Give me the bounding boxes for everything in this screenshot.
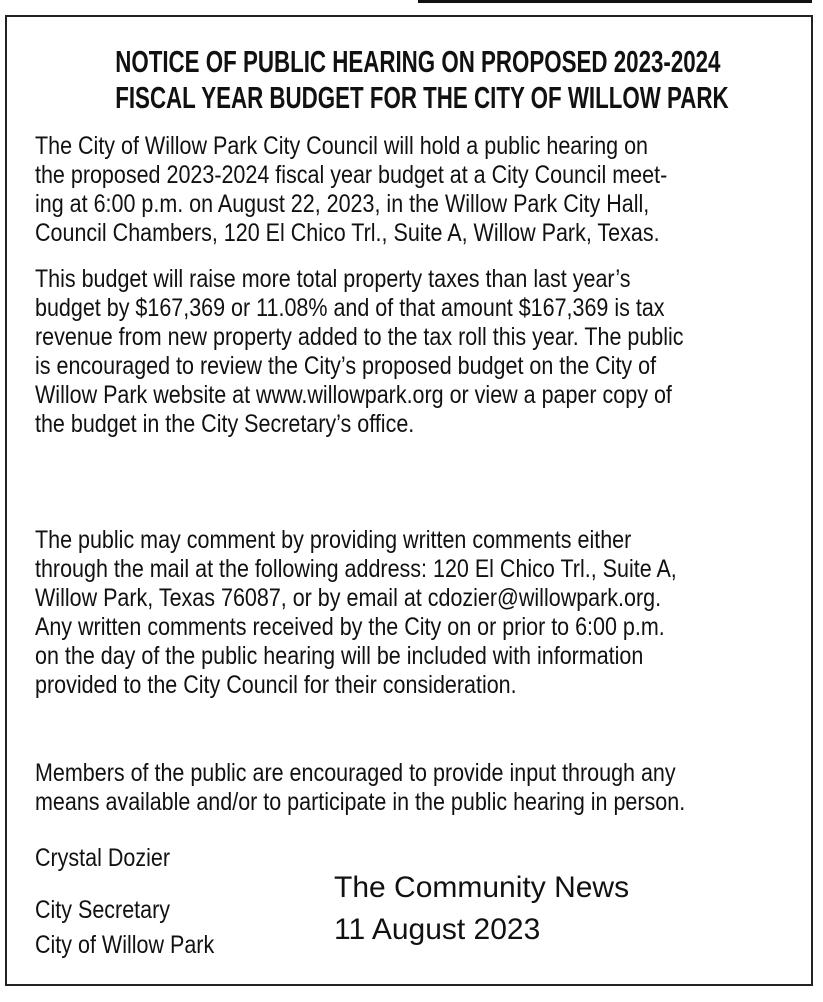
text-line: the proposed 2023-2024 fiscal year budget at a City Council meet- bbox=[35, 161, 668, 189]
text-line: Members of the public are encouraged to provide input through any bbox=[35, 759, 676, 787]
text-line: through the mail at the following address: 120 El Chico Trl., Suite A, bbox=[35, 555, 677, 583]
text-line: provided to the City Council for their consideration. bbox=[35, 671, 517, 699]
publication-name: The Community News bbox=[334, 871, 630, 904]
signer-name: Crystal Dozier bbox=[35, 844, 171, 872]
text-line: This budget will raise more total property taxes than last year’s bbox=[35, 265, 631, 293]
text-line: revenue from new property added to the tax roll this year. The public bbox=[35, 323, 684, 351]
text-line: on the day of the public hearing will be included with information bbox=[35, 642, 644, 670]
paragraph-comments bbox=[35, 526, 781, 700]
publication-date: 11 August 2023 bbox=[334, 913, 541, 946]
text-line: Council Chambers, 120 El Chico Trl., Suite A, Willow Park, Texas. bbox=[35, 219, 660, 247]
text-line: Willow Park, Texas 76087, or by email at cdozier@willowpark.org. bbox=[35, 584, 662, 612]
text-line: Any written comments received by the City on or prior to 6:00 p.m. bbox=[35, 613, 665, 641]
notice-title-line-1: NOTICE OF PUBLIC HEARING ON PROPOSED 2023-2024 bbox=[115, 44, 721, 79]
signer-org: City of Willow Park bbox=[35, 931, 215, 959]
paragraph-tax bbox=[35, 265, 789, 439]
text-line: The public may comment by providing written comments either bbox=[35, 526, 632, 554]
text-line: The City of Willow Park City Council will hold a public hearing on bbox=[35, 132, 649, 160]
text-line: is encouraged to review the City’s proposed budget on the City of bbox=[35, 352, 657, 380]
signer-title: City Secretary bbox=[35, 896, 171, 924]
text-line: Willow Park website at www.willowpark.org or view a paper copy of bbox=[35, 381, 672, 409]
text-line: budget by $167,369 or 11.08% and of that amount $167,369 is tax bbox=[35, 294, 665, 322]
paragraph-participation bbox=[35, 759, 791, 817]
paragraph-hearing bbox=[35, 132, 770, 248]
signature-block bbox=[35, 896, 243, 960]
signature-name bbox=[35, 844, 192, 873]
notice-title-line-2: FISCAL YEAR BUDGET FOR THE CITY OF WILLOW PARK bbox=[115, 80, 729, 115]
text-line: means available and/or to participate in the public hearing in person. bbox=[35, 788, 686, 816]
text-line: the budget in the City Secretary’s office. bbox=[35, 410, 415, 438]
text-line: ing at 6:00 p.m. on August 22, 2023, in the Willow Park City Hall, bbox=[35, 190, 650, 218]
top-rule bbox=[418, 0, 812, 3]
